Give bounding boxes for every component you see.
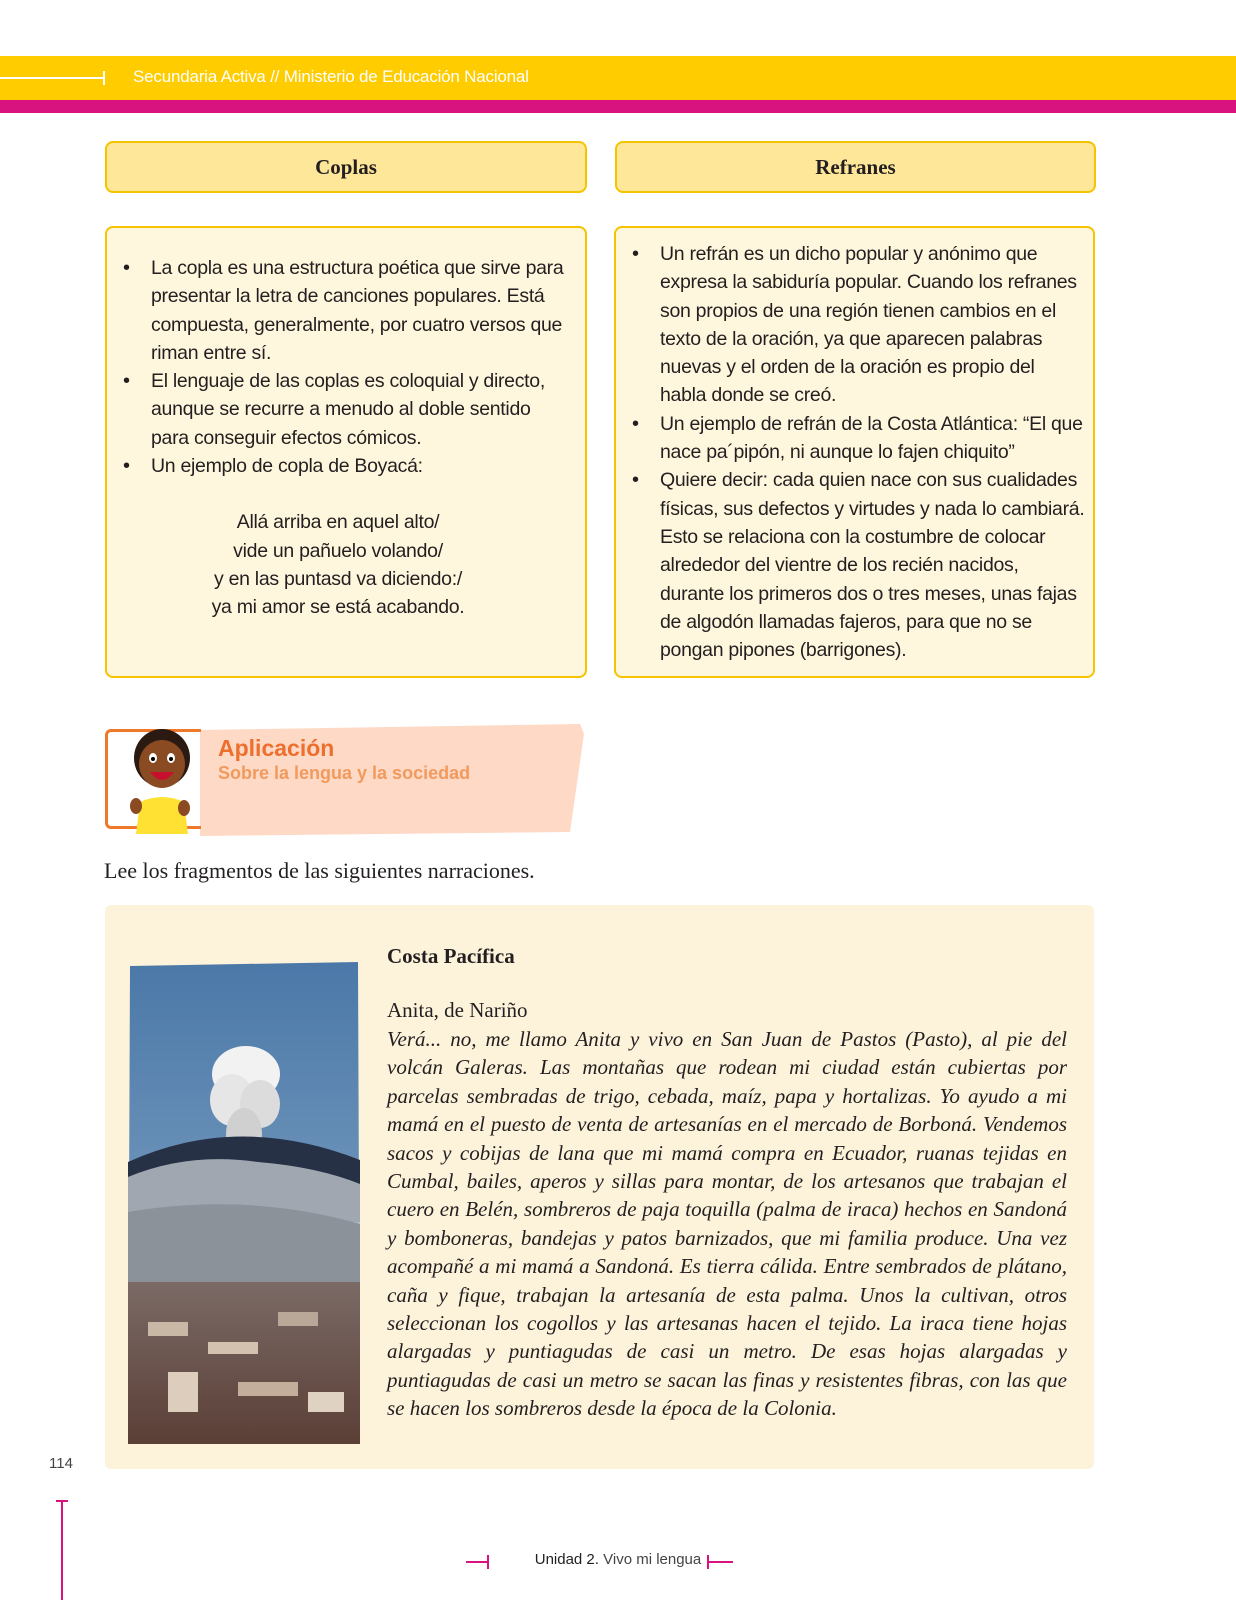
list-item: • Un ejemplo de refrán de la Costa Atlántica: “El que nace pa´pipón, ni aunque lo fajen chiquito” bbox=[624, 410, 1085, 467]
poem-line: y en las puntasd va diciendo:/ bbox=[214, 567, 462, 590]
header-line bbox=[0, 77, 104, 79]
poem-line: vide un pañuelo volando/ bbox=[233, 539, 443, 562]
coplas-title: Coplas bbox=[105, 141, 587, 193]
header-title: Secundaria Activa // Ministerio de Educación Nacional bbox=[133, 67, 529, 86]
header-accent-stripe bbox=[0, 100, 1236, 113]
list-item: • Un ejemplo de copla de Boyacá: bbox=[115, 452, 571, 480]
footer-title: Vivo mi lengua bbox=[603, 1551, 702, 1568]
header-tick bbox=[103, 71, 105, 85]
volcano-city-photo bbox=[128, 962, 360, 1444]
footer-unit: Unidad 2. bbox=[534, 1551, 599, 1568]
story-subtitle: Anita, de Nariño bbox=[387, 998, 528, 1022]
coplas-list bbox=[115, 254, 571, 480]
refranes-list bbox=[624, 240, 1085, 664]
list-item: • Un refrán es un dicho popular y anónimo que expresa la sabiduría popular. Cuando los refranes son propios de una región tienen cambios en el texto de la oración, ya que aparecen palabras nuevas y el orden de la oración es propio del habla donde se creó. bbox=[624, 240, 1085, 410]
copla-poem bbox=[115, 508, 571, 621]
aplicacion-subtitle: Sobre la lengua y la sociedad bbox=[218, 763, 471, 783]
page-number: 114 bbox=[49, 1455, 73, 1472]
coplas-box bbox=[105, 226, 587, 678]
story-title: Costa Pacífica bbox=[387, 944, 515, 968]
list-item: • Quiere decir: cada quien nace con sus cualidades físicas, sus defectos y virtudes y nada lo cambiará. Esto se relaciona con la costumbre de colocar alrededor del vientre de los recién nacidos, durante los primeros dos o tres meses, unas fajas de algodón llamadas fajeros, para que no se pongan pipones (barrigones). bbox=[624, 466, 1085, 664]
poem-line: Allá arriba en aquel alto/ bbox=[236, 511, 440, 534]
header-bar bbox=[0, 56, 1236, 100]
intro-text: Lee los fragmentos de las siguientes narraciones. bbox=[104, 858, 535, 883]
aplicacion-title: Aplicación bbox=[218, 735, 335, 761]
child-mascot-icon bbox=[122, 722, 202, 834]
story-text: Verá... no, me llamo Anita y vivo en San Juan de Pastos (Pasto), al pie del volcán Galeras. Las montañas que rodean mi ciudad están cubiertas por parcelas sembradas de trigo, cebada, maíz, papa y hortalizas. Yo ayudo a mi mamá en el puesto de venta de artesanías en el mercado de Borboná. Vendemos sacos y cobijas de lana que mi mamá compra en Ecuador, ruanas tejidas en Cumbal, bailes, aperos y sillas para montar, de los artesanos que trabajan el cuero en Belén, sombreros de paja toquilla (palma de iraca) hechos en Sandoná y bomboneras, bandejas y patos barnizados, que mi familia produce. Una vez acompañé a mi mamá a Sandoná. Es tierra cálida. Entre sembrados de plátano, caña y fique, trabajan la artesanía de esta palma. Unos la cultivan, otros seleccionan los cogollos y las artesanas hacen el tejido. La iraca tiene hojas alargadas y puntiagudas de casi un metro. De esas hojas alargadas y puntiagudas de casi un metro se sacan las finas y resistentes fibras, con las que se hacen los sombreros desde la época de la Colonia. bbox=[387, 1027, 1067, 1421]
list-item: • El lenguaje de las coplas es coloquial y directo, aunque se recurre a menudo al doble sentido para conseguir efectos cómicos. bbox=[115, 367, 571, 452]
refranes-box bbox=[614, 226, 1095, 678]
footer bbox=[0, 1551, 1236, 1568]
refranes-title: Refranes bbox=[615, 141, 1096, 193]
list-item: • La copla es una estructura poética que sirve para presentar la letra de canciones populares. Está compuesta, generalmente, por cuatro versos que riman entre sí. bbox=[115, 254, 571, 367]
footer-line-right bbox=[707, 1561, 733, 1563]
poem-line: ya mi amor se está acabando. bbox=[211, 596, 465, 619]
